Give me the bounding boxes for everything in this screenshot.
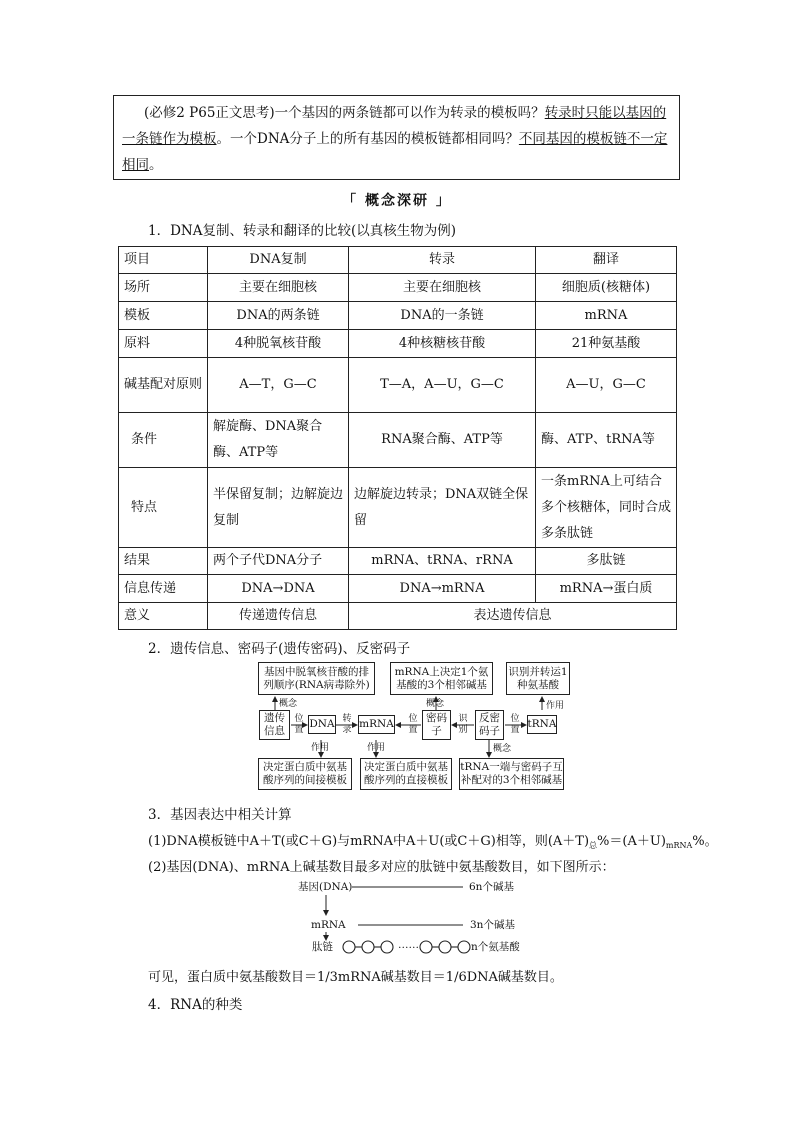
ratio-gene-label: 基因(DNA) — [298, 881, 353, 893]
table-header-cell: 翻译 — [536, 247, 677, 274]
table-cell: A—U，G—C — [536, 358, 677, 413]
node-trna: tRNA — [527, 715, 557, 734]
label-concept: 概念 — [278, 699, 297, 709]
table-cell: A—T，G—C — [208, 358, 349, 413]
table-cell: DNA的一条链 — [349, 302, 536, 330]
ratio-dots: …… — [398, 939, 419, 951]
calc1-text: (1)DNA模板链中A＋T(或C＋G)与mRNA中A＋U(或C＋G)相等，则(A＋T) — [148, 834, 590, 849]
table-cell: 边解旋边转录；DNA双链全保留 — [349, 468, 536, 548]
codon-definition-box: mRNA上决定1个氨基酸的3个相邻碱基 — [390, 662, 493, 695]
table-cell: 酶、ATP、tRNA等 — [536, 413, 677, 468]
ratio-mrna-label: mRNA — [311, 919, 346, 931]
table-cell: 21种氨基酸 — [536, 330, 677, 358]
label-effect: 作用 — [366, 743, 385, 753]
item4-title: 4．RNA的种类 — [148, 997, 243, 1013]
table-cell: 主要在细胞核 — [349, 274, 536, 302]
calc1-end: %。 — [692, 834, 718, 849]
calc1-sub-total: 总 — [589, 841, 598, 850]
table-cell: 意义 — [119, 603, 208, 630]
ratio-mrna-count: 3n个碱基 — [470, 919, 515, 931]
table-cell: mRNA、tRNA、rRNA — [349, 548, 536, 575]
table-cell: mRNA — [536, 302, 677, 330]
answer-template-differs: 不同基因的模板链不一定相同 — [122, 131, 668, 173]
trna-function-box: 识别并转运1种氨基酸 — [506, 662, 570, 695]
table-header-cell: 转录 — [349, 247, 536, 274]
table-cell: 信息传递 — [119, 575, 208, 603]
table-cell: RNA聚合酶、ATP等 — [349, 413, 536, 468]
table-cell: 模板 — [119, 302, 208, 330]
question-prefix: (必修2 P65正文思考)一个基因的两条链都可以作为转录的模板吗？ — [144, 105, 545, 121]
table-cell: 4种核糖核苷酸 — [349, 330, 536, 358]
table-cell: DNA→DNA — [208, 575, 349, 603]
indirect-template-box: 决定蛋白质中氨基酸序列的间接模板 — [258, 758, 352, 790]
calc1-mid: %＝(A＋U) — [597, 834, 666, 849]
label-recognize: 识别 — [458, 714, 468, 735]
table-header-cell: 项目 — [119, 247, 208, 274]
table-cell: 条件 — [119, 413, 208, 468]
question-mid: 。一个DNA分子上的所有基因的模板链都相同吗？ — [216, 131, 519, 147]
ratio-peptide-label: 肽链 — [312, 941, 333, 953]
table-header-cell: DNA复制 — [208, 247, 349, 274]
anticodon-definition-box: tRNA一端与密码子互补配对的3个相邻碱基 — [459, 758, 564, 790]
table-cell: DNA的两条链 — [208, 302, 349, 330]
table-cell: 场所 — [119, 274, 208, 302]
label-effect: 作用 — [545, 701, 564, 711]
table-cell: 主要在细胞核 — [208, 274, 349, 302]
label-concept: 概念 — [492, 744, 511, 754]
item2-title: 2．遗传信息、密码子(遗传密码)、反密码子 — [148, 641, 411, 657]
label-position: 位置 — [294, 714, 304, 735]
node-genetic-info: 遗传信息 — [259, 710, 290, 740]
table-cell: 半保留复制；边解旋边复制 — [208, 468, 349, 548]
item1-title: 1．DNA复制、转录和翻译的比较(以真核生物为例) — [148, 223, 457, 239]
table-cell: 传递遗传信息 — [208, 603, 349, 630]
table-cell: 原料 — [119, 330, 208, 358]
label-effect: 作用 — [310, 743, 329, 753]
item3-title: 3．基因表达中相关计算 — [148, 807, 292, 823]
direct-template-box: 决定蛋白质中氨基酸序列的直接模板 — [360, 758, 452, 790]
table-cell: 细胞质(核糖体) — [536, 274, 677, 302]
calc1-sub-mrna: mRNA — [665, 841, 693, 850]
node-codon: 密码子 — [422, 710, 451, 740]
table-cell: 一条mRNA上可结合多个核糖体，同时合成多条肽链 — [536, 468, 677, 548]
table-cell: DNA→mRNA — [349, 575, 536, 603]
ratio-aa-count: n个氨基酸 — [471, 941, 520, 953]
ratio-gene-count: 6n个碱基 — [469, 881, 514, 893]
node-anticodon: 反密码子 — [475, 710, 504, 740]
table-cell: 表达遗传信息 — [349, 603, 677, 630]
calc-line-2: (2)基因(DNA)、mRNA上碱基数目最多对应的肽链中氨基酸数目，如下图所示： — [148, 860, 615, 875]
table-cell: 4种脱氧核苷酸 — [208, 330, 349, 358]
node-mrna: mRNA — [358, 715, 395, 734]
table-cell: 碱基配对原则 — [119, 358, 208, 413]
table-cell: 两个子代DNA分子 — [208, 548, 349, 575]
label-position: 位置 — [510, 714, 520, 735]
node-dna: DNA — [308, 715, 336, 734]
table-cell: 特点 — [119, 468, 208, 548]
question-end: 。 — [149, 157, 163, 173]
answer-template-one-strand: 转录时只能以基因的一条链作为模板 — [122, 105, 667, 147]
table-cell: 结果 — [119, 548, 208, 575]
section-title: 「 概念深研 」 — [342, 193, 452, 209]
genetic-info-definition-box: 基因中脱氧核苷酸的排列顺序(RNA病毒除外) — [258, 662, 375, 695]
conclusion: 可见，蛋白质中氨基酸数目＝1/3mRNA碱基数目＝1/6DNA碱基数目。 — [148, 970, 563, 985]
table-cell: T—A，A—U，G—C — [349, 358, 536, 413]
label-position: 位置 — [408, 714, 418, 735]
label-transcribe: 转录 — [342, 714, 352, 735]
table-cell: mRNA→蛋白质 — [536, 575, 677, 603]
label-concept: 概念 — [425, 699, 444, 709]
table-cell: 解旋酶、DNA聚合酶、ATP等 — [208, 413, 349, 468]
table-cell: 多肽链 — [536, 548, 677, 575]
